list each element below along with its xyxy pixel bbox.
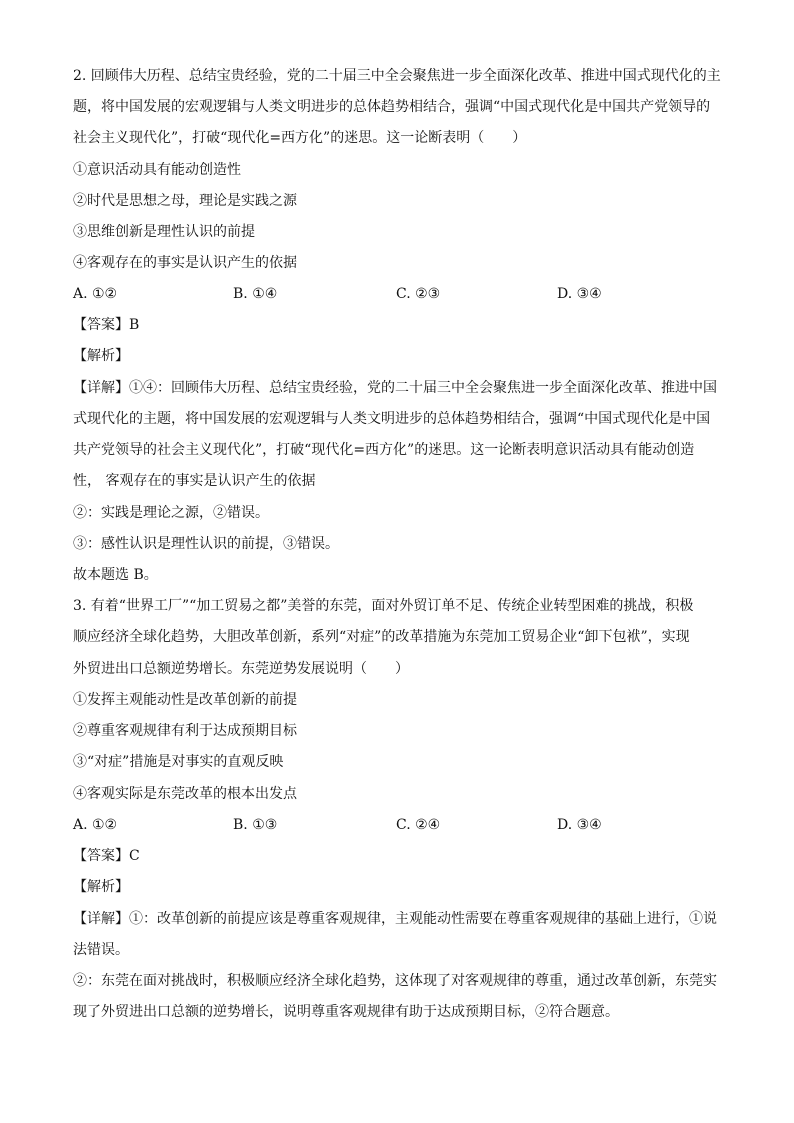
q2-conclusion: 故本题选 B。 (73, 567, 158, 583)
q3-stem-line-2: 顺应经济全球化趋势，大胆改革创新，系列“对症”的改革措施为东莞加工贸易企业“卸下包袱”，实现 (73, 629, 690, 645)
q3-answer (73, 846, 140, 866)
detail-text: ①④：回顾伟大历程、总结宝贵经验，党的二十届三中全会聚焦进一步全面深化改革、推进中国 (129, 380, 717, 396)
q2-note-1: ②：实践是理论之源，②错误。 (73, 505, 269, 521)
answer-value: C (129, 848, 140, 864)
q3-note-1: ②：东莞在面对挑战时，积极顺应经济全球化趋势，这体现了对客观规律的尊重，通过改革创新，东莞实 (73, 973, 717, 989)
q3-statement-1: ①发挥主观能动性是改革创新的前提 (73, 692, 297, 708)
q2-statement-1: ①意识活动具有能动创造性 (73, 162, 241, 178)
q2-detail-line-4: 性， 客观存在的事实是认识产生的依据 (73, 473, 316, 489)
answer-label: 【答案】 (73, 317, 129, 333)
q2-stem-line-1: 2. 回顾伟大历程、总结宝贵经验，党的二十届三中全会聚焦进一步全面深化改革、推进中国式现代化的主 (73, 68, 721, 84)
q3-statement-3: ③“对症”措施是对事实的直观反映 (73, 754, 284, 770)
q2-detail-line-2: 式现代化的主题，将中国发展的宏观逻辑与人类文明进步的总体趋势相结合，强调“中国式现代化是中国 (73, 411, 711, 427)
q3-statement-4: ④客观实际是东莞改革的根本出发点 (73, 786, 297, 802)
q2-note-2: ③：感性认识是理性认识的前提，③错误。 (73, 536, 339, 552)
answer-label: 【答案】 (73, 848, 129, 864)
q2-option-b: B. ①④ (233, 286, 278, 302)
q2-stem-line-3: 社会主义现代化”，打破“现代化=西方化”的迷思。这一论断表明（ ） (73, 130, 527, 146)
q2-statement-4: ④客观存在的事实是认识产生的依据 (73, 255, 297, 271)
q3-analysis-label: 【解析】 (73, 879, 129, 895)
q3-stem-line-1: 3. 有着“世界工厂”“加工贸易之都”美誉的东莞，面对外贸订单不足、传统企业转型困难的挑战，积极 (73, 598, 694, 614)
q2-statement-3: ③思维创新是理性认识的前提 (73, 224, 255, 240)
q2-option-a: A. ①② (73, 286, 118, 302)
q3-option-b: B. ①③ (233, 817, 278, 833)
detail-text: ①：改革创新的前提应该是尊重客观规律，主观能动性需要在尊重客观规律的基础上进行，①说 (129, 911, 717, 927)
q2-option-d: D. ③④ (557, 286, 602, 302)
q3-option-c: C. ②④ (396, 817, 441, 833)
q3-detail-line-2: 法错误。 (73, 942, 129, 958)
q3-option-d: D. ③④ (557, 817, 602, 833)
answer-value: B (129, 317, 140, 333)
detail-label: 【详解】 (73, 380, 129, 396)
q3-stem-line-3: 外贸进出口总额逆势增长。东莞逆势发展说明（ ） (73, 661, 409, 677)
q2-option-c: C. ②③ (396, 286, 441, 302)
q3-option-a: A. ①② (73, 817, 118, 833)
q2-stem-line-2: 题，将中国发展的宏观逻辑与人类文明进步的总体趋势相结合，强调“中国式现代化是中国共产党领导的 (73, 99, 711, 115)
detail-label: 【详解】 (73, 911, 129, 927)
q3-detail-line-1 (73, 909, 717, 929)
q2-detail-line-1 (73, 378, 717, 398)
q3-note-2: 现了外贸进出口总额的逆势增长，说明尊重客观规律有助于达成预期目标，②符合题意。 (73, 1004, 619, 1020)
q3-statement-2: ②尊重客观规律有利于达成预期目标 (73, 723, 297, 739)
q2-statement-2: ②时代是思想之母，理论是实践之源 (73, 193, 297, 209)
q2-answer (73, 315, 139, 335)
q2-analysis-label: 【解析】 (73, 348, 129, 364)
q2-detail-line-3: 共产党领导的社会主义现代化”，打破“现代化=西方化”的迷思。这一论断表明意识活动具有能动创造 (73, 442, 695, 458)
